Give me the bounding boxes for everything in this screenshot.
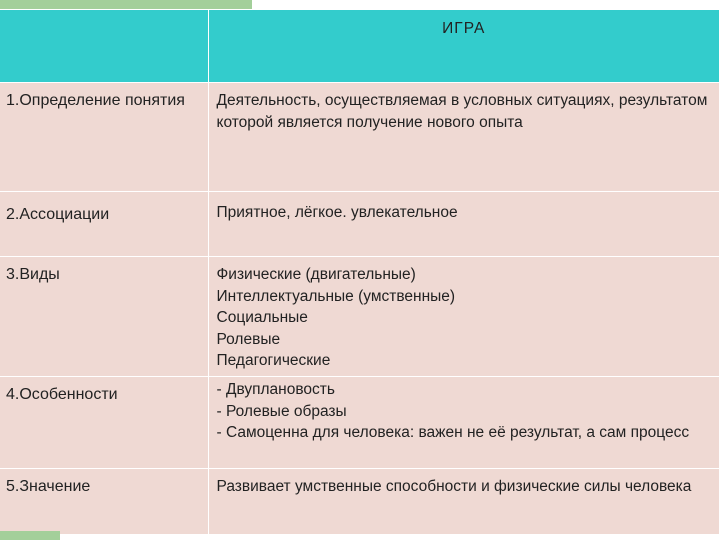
row-label-meaning: 5.Значение	[0, 469, 208, 535]
table-row	[0, 469, 720, 535]
top-accent-bar	[0, 0, 252, 9]
row-text-line: - Двуплановость	[216, 381, 335, 398]
game-definition-table	[0, 10, 720, 535]
row-text-line: Интеллектуальные (умственные)	[216, 287, 456, 305]
row-content-associations	[208, 192, 720, 257]
row-text-line: Ролевые	[216, 330, 281, 348]
row-label-features: 4.Особенности	[0, 377, 208, 469]
row-text-line: Деятельность, осуществляемая в условных ситуациях, результатом которой является получение нового опыта	[216, 92, 708, 131]
table-row	[0, 257, 720, 377]
table-header-row	[0, 10, 720, 83]
row-label-associations: 2.Ассоциации	[0, 192, 208, 257]
table-row	[0, 192, 720, 257]
table-header-title: ИГРА	[208, 10, 720, 83]
table-row	[0, 377, 720, 469]
row-text-line: Приятное, лёгкое. увлекательное	[216, 204, 458, 221]
row-text-line: Социальные	[216, 309, 308, 326]
row-label-definition: 1.Определение понятия	[0, 83, 208, 192]
row-text-line: Физические (двигательные)	[216, 266, 416, 283]
row-content-features	[208, 377, 720, 469]
row-text-line: Развивает умственные способности и физические силы человека	[216, 478, 692, 495]
row-text-line: - Самоценна для человека: важен не её результат, а сам процесс	[216, 424, 690, 441]
row-label-types: 3.Виды	[0, 257, 208, 377]
row-content-meaning	[208, 469, 720, 535]
bottom-accent-bar	[0, 531, 60, 540]
row-text-line: Педагогические	[216, 352, 331, 369]
row-content-definition	[208, 83, 720, 192]
row-content-types	[208, 257, 720, 377]
table-row	[0, 83, 720, 192]
header-empty-cell	[0, 10, 208, 83]
row-text-line: - Ролевые образы	[216, 402, 347, 420]
